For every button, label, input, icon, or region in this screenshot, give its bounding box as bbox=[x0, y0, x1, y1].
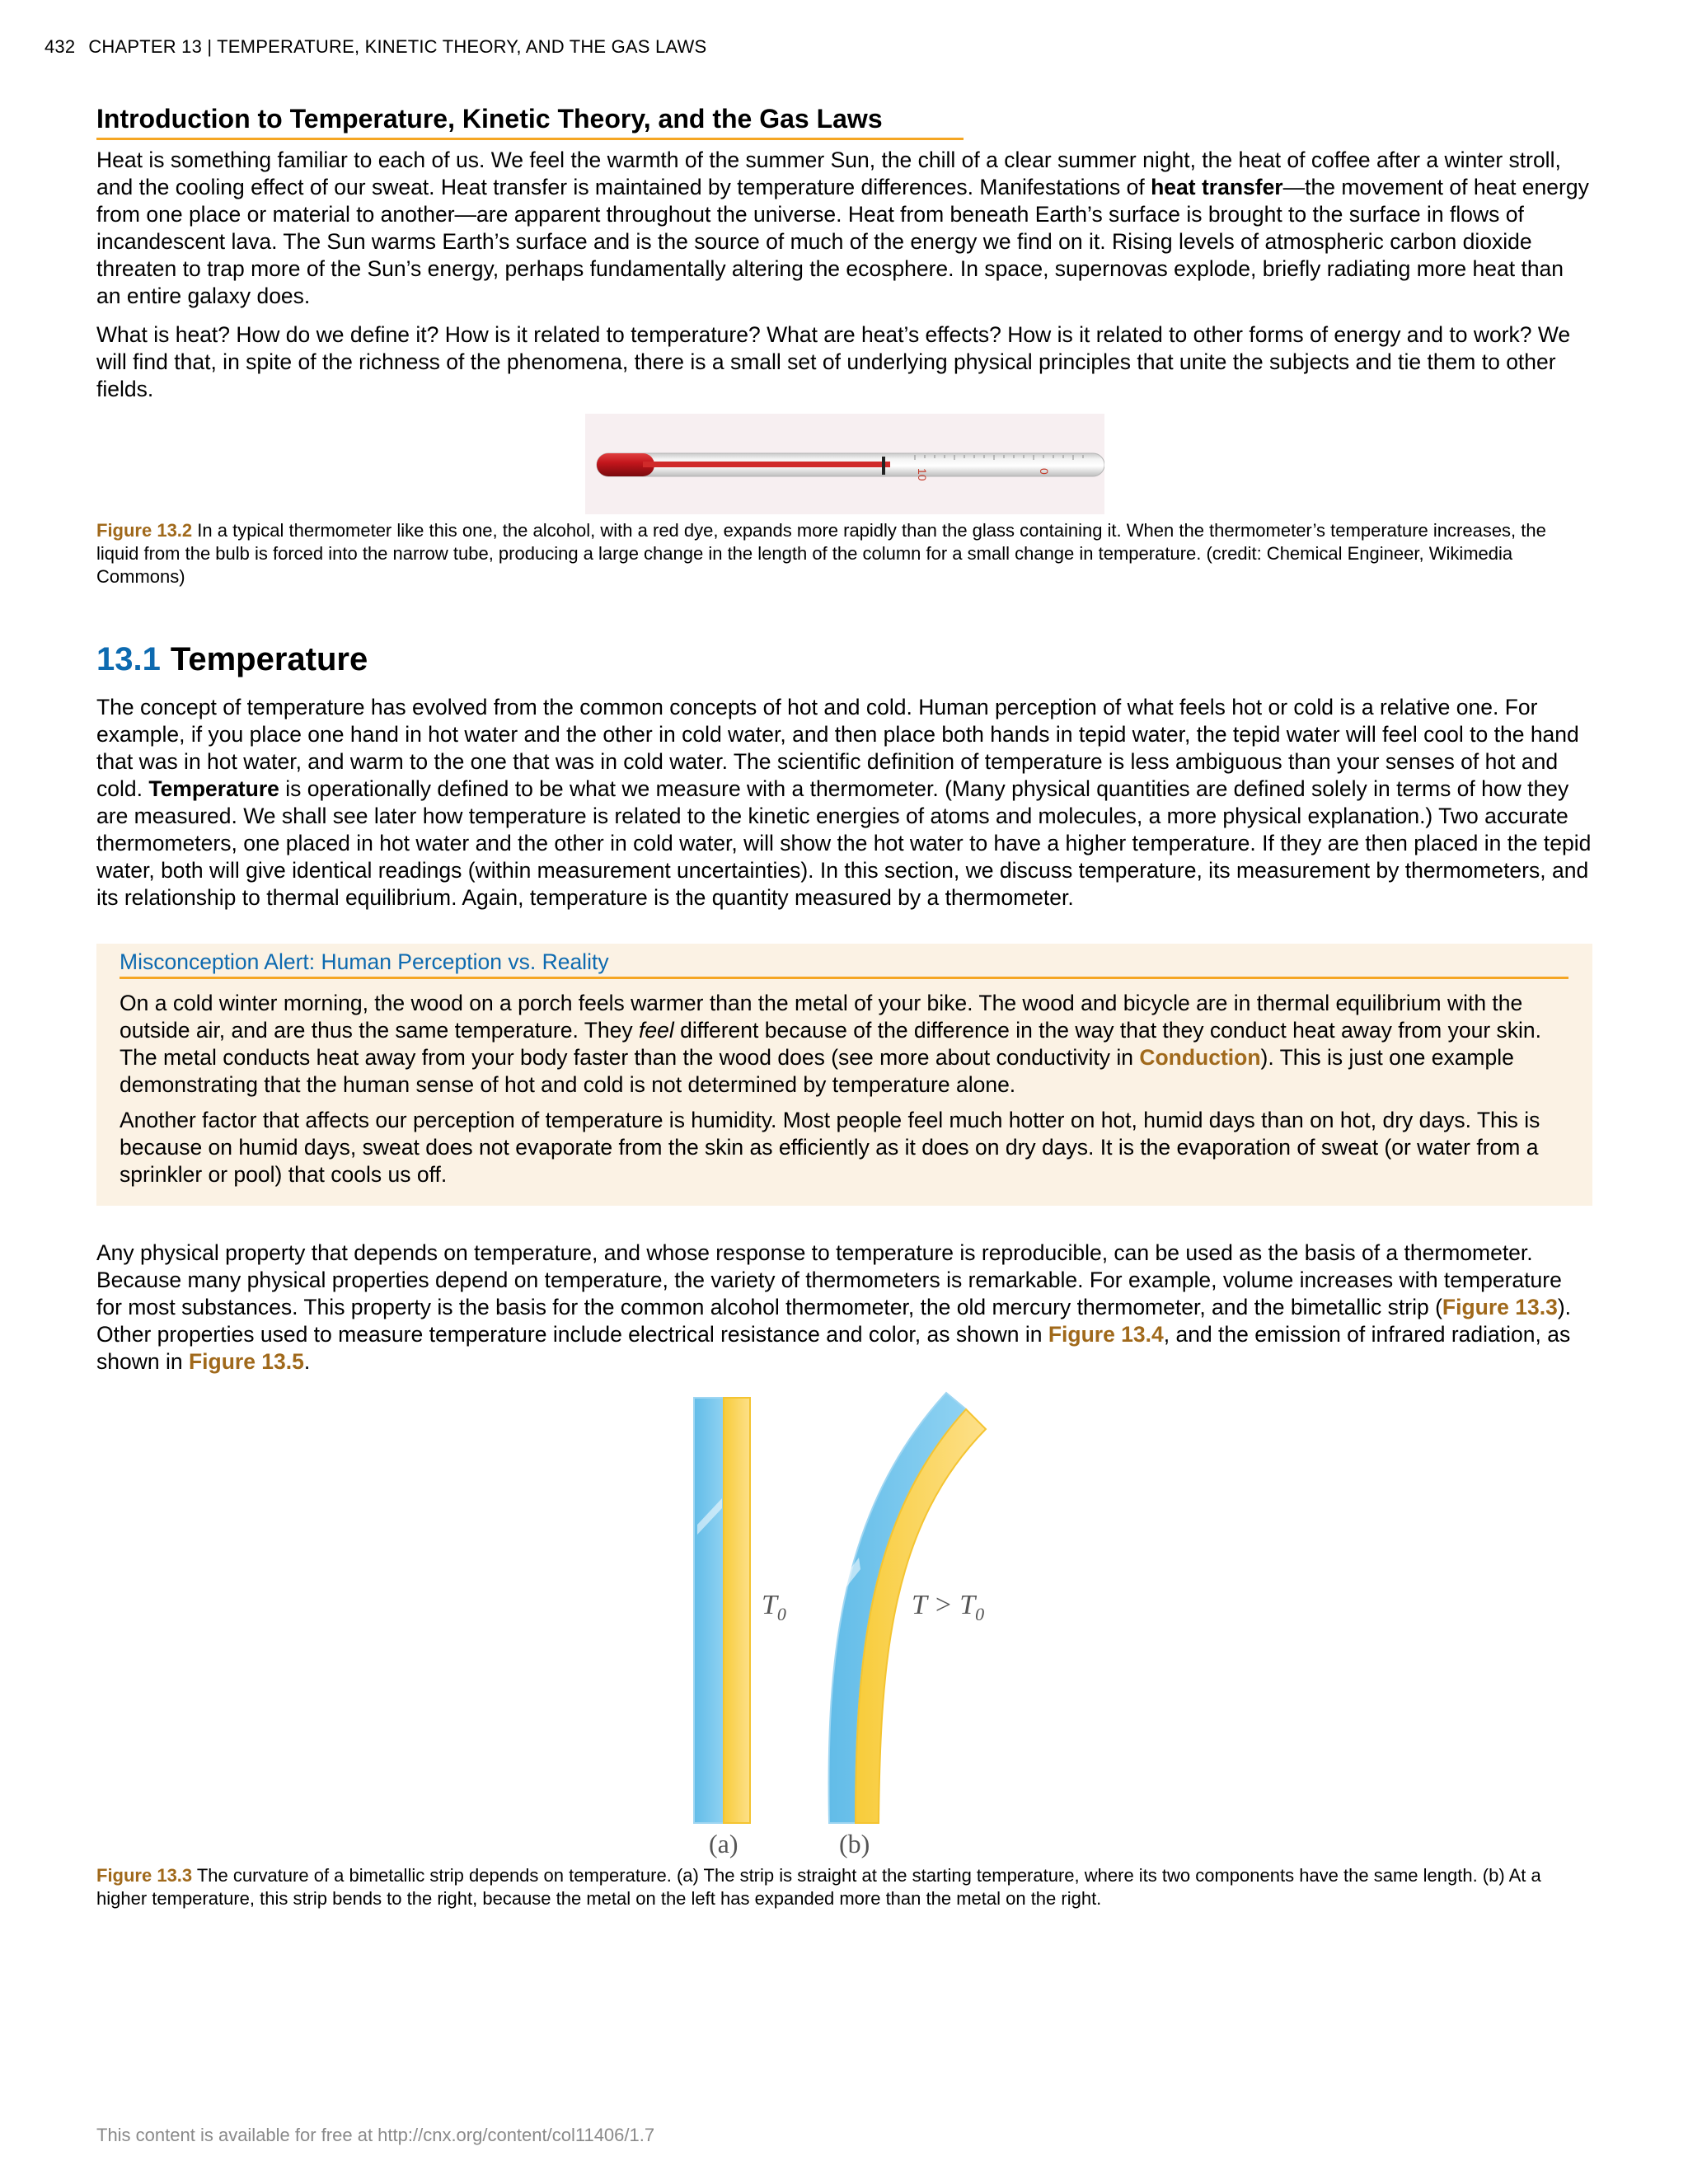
link-figure-13-4[interactable]: Figure 13.4 bbox=[1048, 1322, 1164, 1347]
section-title: Temperature bbox=[170, 641, 368, 677]
label-b: (b) bbox=[839, 1829, 870, 1858]
section-paragraph-2: Any physical property that depends on temperature, and whose response to temperature is reproducible, can be used as the basis of a thermometer. Because many physical properties depend on temperature, the variety of thermometers is remarkable. For example, volume increases with temperature for most substances. This property is the basis for the common alcohol thermometer, the old mercury thermometer, and the bimetallic strip (Figure 13.3). Other properties used to measure temperature include electrical resistance and color, as shown in Figure 13.4, and the emission of infrared radiation, as shown in Figure 13.5. bbox=[96, 1240, 1572, 1374]
alert-title: Misconception Alert: Human Perception vs. Reality bbox=[120, 949, 1568, 979]
alert-paragraph-1: On a cold winter morning, the wood on a porch feels warmer than the metal of your bike. The wood and bicycle are in thermal equilibrium with the outside air, and are thus the same temperature. They feel different because of the difference in the way that they conduct heat away from your skin. The metal conducts heat away from your body faster than the wood does (see more about conductivity in Conduction). This is just one example demonstrating that the human sense of hot and cold is not determined by temperature alone. bbox=[120, 991, 1541, 1097]
link-conduction[interactable]: Conduction bbox=[1139, 1045, 1261, 1070]
misconception-alert-box bbox=[96, 944, 1592, 1206]
label-t0: T bbox=[762, 1590, 777, 1620]
label-t-greater-t0: T > T bbox=[912, 1590, 976, 1620]
page-number: 432 bbox=[45, 36, 76, 57]
section-paragraph-1: The concept of temperature has evolved from the common concepts of hot and cold. Human perception of what feels hot or cold is a relative one. For example, if you place one hand in hot water and the other in cold water, and then place both hands in tepid water, the tepid water will feel cool to the hand that was in hot water, and warm to the one that was in cold water. The scientific definition of temperature is less ambiguous than your senses of hot and cold. Temperature is operationally defined to be what we measure with a thermometer. (Many physical quantities are defined solely in terms of how they are measured. We shall see later how temperature is related to the kinetic energies of atoms and molecules, a more physical explanation.) Two accurate thermometers, one placed in hot water and the other in cold water, will show the hot water to have a higher temperature. If they are then placed in the tepid water, both will give identical readings (within measurement uncertainties). In this section, we discuss temperature, its measurement by thermometers, and its relationship to thermal equilibrium. Again, temperature is the quantity measured by a thermometer. bbox=[96, 695, 1592, 910]
term-heat-transfer: heat transfer bbox=[1151, 175, 1283, 199]
section-heading bbox=[96, 641, 1592, 678]
link-figure-13-5[interactable]: Figure 13.5 bbox=[188, 1349, 304, 1374]
label-a: (a) bbox=[709, 1829, 738, 1858]
footer-availability: This content is available for free at http://cnx.org/content/col11406/1.7 bbox=[96, 2125, 655, 2145]
figure-13-2-caption: Figure 13.2 In a typical thermometer like this one, the alcohol, with a red dye, expands more rapidly than the glass containing it. When the thermometer’s temperature increases, the liquid from the bulb is forced into the narrow tube, producing a large change in the length of the column for a small change in temperature. (credit: Chemical Engineer, Wikimedia Commons) bbox=[96, 520, 1546, 587]
figure-label: Figure 13.2 bbox=[96, 520, 193, 541]
chapter-title: CHAPTER 13 | TEMPERATURE, KINETIC THEORY, AND THE GAS LAWS bbox=[88, 36, 707, 57]
intro-paragraph-2: What is heat? How do we define it? How is it related to temperature? What are heat’s effects? How is it related to other forms of energy and to work? We will find that, in spite of the richness of the phenomena, there is a small set of underlying physical principles that unite the subjects and tie them to other fields. bbox=[96, 322, 1571, 401]
figure-label: Figure 13.3 bbox=[96, 1865, 193, 1886]
alert-paragraph-2: Another factor that affects our perception of temperature is humidity. Most people feel much hotter on hot, humid days than on hot, dry days. This is because on humid days, sweat does not evaporate from the skin as efficiently as it does on dry days. It is the evaporation of sweat (or water from a sprinkler or pool) that cools us off. bbox=[120, 1108, 1540, 1187]
bimetallic-strip-figure bbox=[643, 1385, 1039, 1863]
running-head bbox=[45, 36, 706, 58]
term-temperature: Temperature bbox=[148, 776, 279, 801]
thermometer-scale-mark: 0 bbox=[1038, 468, 1051, 475]
svg-text:T0: $T_0$ bbox=[762, 1590, 786, 1624]
figure-13-3-caption: Figure 13.3 The curvature of a bimetallic strip depends on temperature. (a) The strip is straight at the starting temperature, where its two components have the same length. (b) At a higher temperature, this strip bends to the right, because the metal on the left has expanded more than the metal on the right. bbox=[96, 1865, 1541, 1909]
svg-text:T > T0: $T > T_0$ bbox=[912, 1590, 985, 1624]
section-number: 13.1 bbox=[96, 641, 161, 677]
link-figure-13-3[interactable]: Figure 13.3 bbox=[1442, 1295, 1558, 1319]
thermometer-photo bbox=[585, 414, 1104, 514]
thermometer-scale-mark: 10 bbox=[916, 468, 929, 481]
strip-a bbox=[694, 1398, 750, 1823]
intro-paragraph-1: Heat is something familiar to each of us. We feel the warmth of the summer Sun, the chill of a clear summer night, the heat of coffee after a winter stroll, and the cooling effect of our sweat. Heat transfer is maintained by temperature differences. Manifestations of heat transfer—the movement of heat energy from one place or material to another—are apparent throughout the universe. Heat from beneath Earth’s surface is brought to the surface in flows of incandescent lava. The Sun warms Earth’s surface and is the source of much of the energy we find on it. Rising levels of atmospheric carbon dioxide threaten to trap more of the Sun’s energy, perhaps fundamentally altering the ecosphere. In space, supernovas explode, briefly radiating more heat than an entire galaxy does. bbox=[96, 148, 1589, 308]
intro-title: Introduction to Temperature, Kinetic Theory, and the Gas Laws bbox=[96, 104, 964, 140]
